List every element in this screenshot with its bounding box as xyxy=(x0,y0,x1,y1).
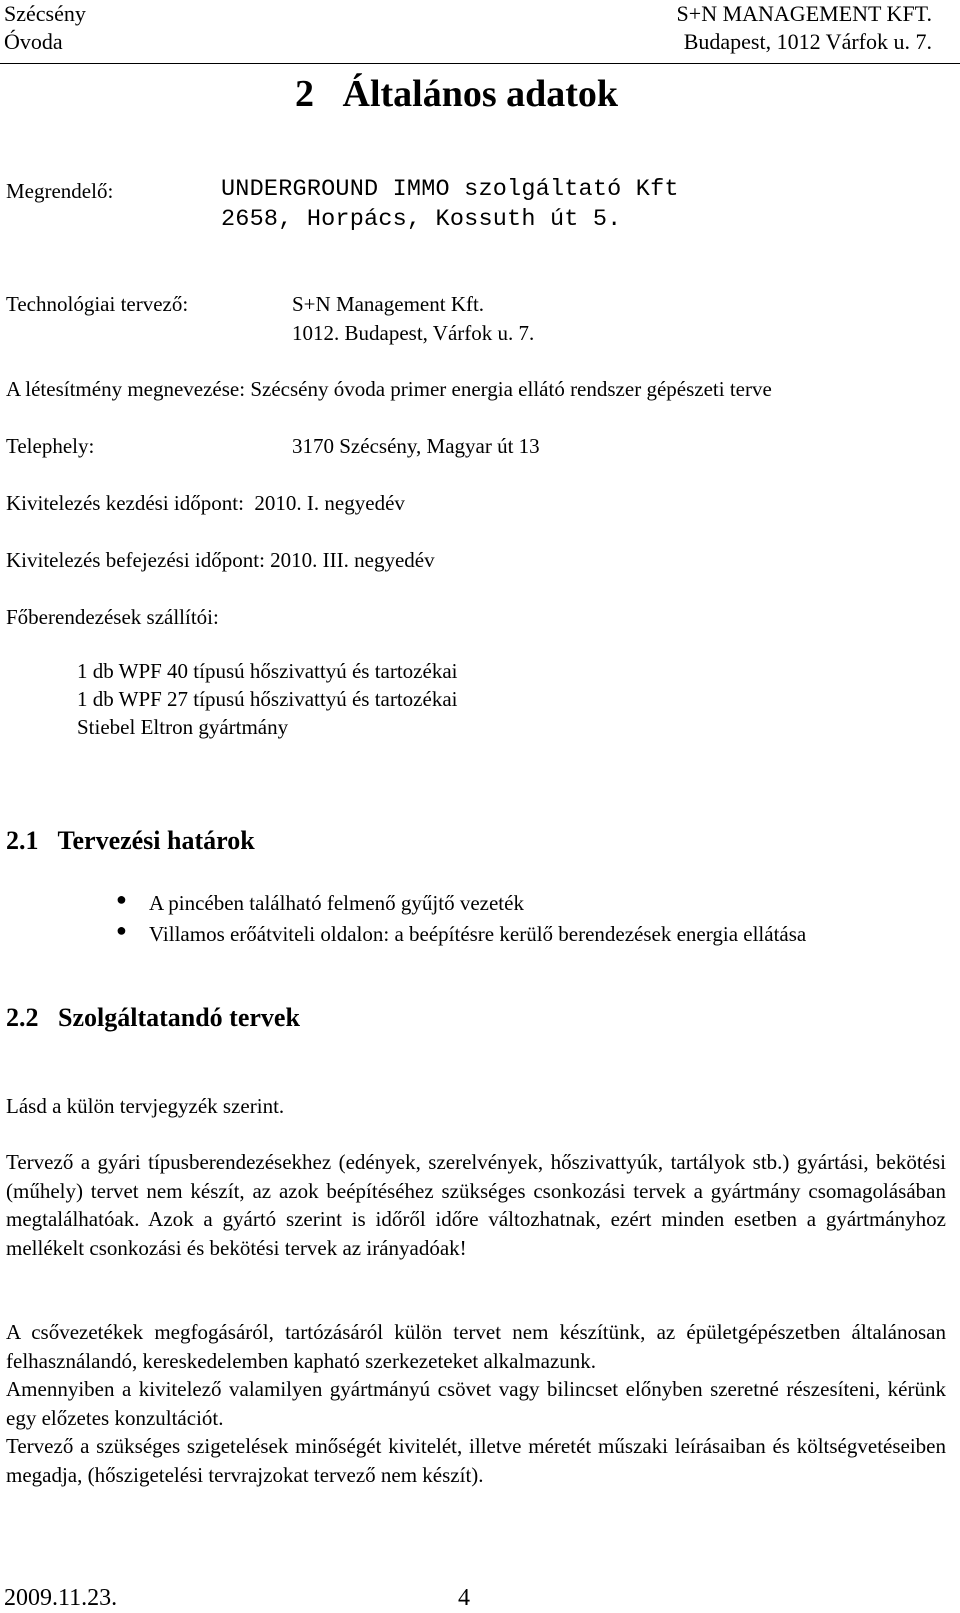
supplier-item: 1 db WPF 27 típusú hőszivattyú és tartozékai xyxy=(77,687,458,711)
designer-line2: 1012. Budapest, Várfok u. 7. xyxy=(292,321,535,345)
finish-date: Kivitelezés befejezési időpont: 2010. III. negyedév xyxy=(6,548,435,572)
section-title: 2 Általános adatok xyxy=(295,73,619,115)
header-rule xyxy=(0,63,960,64)
bullet-item: A pincében található felmenő gyűjtő vezeték xyxy=(149,891,524,915)
bullet-item: Villamos erőátviteli oldalon: a beépítésre kerülő berendezések energia ellátása xyxy=(149,922,807,946)
supplier-item: Stiebel Eltron gyártmány xyxy=(77,715,289,739)
header-right-line2: Budapest, 1012 Várfok u. 7. xyxy=(683,29,932,54)
paragraph-manufacturer-plans: Tervező a gyári típusberendezésekhez (edények, szerelvények, hőszivattyúk, tartályok stb.) gyártási, bekötési (műhely) tervet nem készít, az azok beépítéséhez szükséges csonkozási tervek a gyártmány csomagolásában megtalálhatóak. Azok a gyártó szerint is időről időre változhatnak, ezért minden esetben a gyártmányhoz mellékelt csonkozási és bekötési tervek az irányadóak! xyxy=(6,1150,946,1260)
subsection-title-2-2: 2.2 Szolgáltatandó tervek xyxy=(6,1003,300,1032)
footer-date: 2009.11.23. xyxy=(4,1585,118,1611)
paragraph-insulation: Tervező a szükséges szigetelések minőségét kivitelét, illetve méretét műszaki leírásaiban és költségvetéseiben megadja, (hőszigetelési tervrajzokat tervező nem készít). xyxy=(6,1434,946,1487)
supplier-item: 1 db WPF 40 típusú hőszivattyú és tartozékai xyxy=(77,659,458,683)
client-line2: 2658, Horpács, Kossuth út 5. xyxy=(221,206,622,233)
bullet-icon: ● xyxy=(116,889,127,909)
paragraph-consultation: Amennyiben a kivitelező valamilyen gyártmányú csövet vagy bilincset előnyben szeretné részesíteni, kérünk egy előzetes konzultációt. xyxy=(6,1377,946,1430)
designer-line1: S+N Management Kft. xyxy=(292,292,485,316)
paragraph-pipe-supports: A csővezetékek megfogásáról, tartózásáról külön tervet nem készítünk, az épületgépészetben általánosan felhasználandó, kereskedelemben kapható szerkezeteket alkalmazunk. xyxy=(6,1320,946,1373)
header-right-line1: S+N MANAGEMENT KFT. xyxy=(676,1,932,26)
plans-intro: Lásd a külön tervjegyzék szerint. xyxy=(6,1094,285,1118)
facility-name: A létesítmény megnevezése: Szécsény óvoda primer energia ellátó rendszer gépészeti terve xyxy=(6,377,772,401)
client-line1: UNDERGROUND IMMO szolgáltató Kft xyxy=(221,176,679,203)
start-date: Kivitelezés kezdési időpont: 2010. I. negyedév xyxy=(6,491,405,515)
bullet-icon: ● xyxy=(116,920,127,940)
site-value: 3170 Szécsény, Magyar út 13 xyxy=(292,434,540,458)
site-label: Telephely: xyxy=(6,434,95,458)
subsection-title-2-1: 2.1 Tervezési határok xyxy=(6,826,255,855)
client-label: Megrendelő: xyxy=(6,179,114,203)
suppliers-label: Főberendezések szállítói: xyxy=(6,605,219,629)
designer-label: Technológiai tervező: xyxy=(6,292,189,316)
page-number: 4 xyxy=(458,1585,470,1611)
header-left-line2: Óvoda xyxy=(4,29,63,54)
header-left-line1: Szécsény xyxy=(4,1,86,26)
